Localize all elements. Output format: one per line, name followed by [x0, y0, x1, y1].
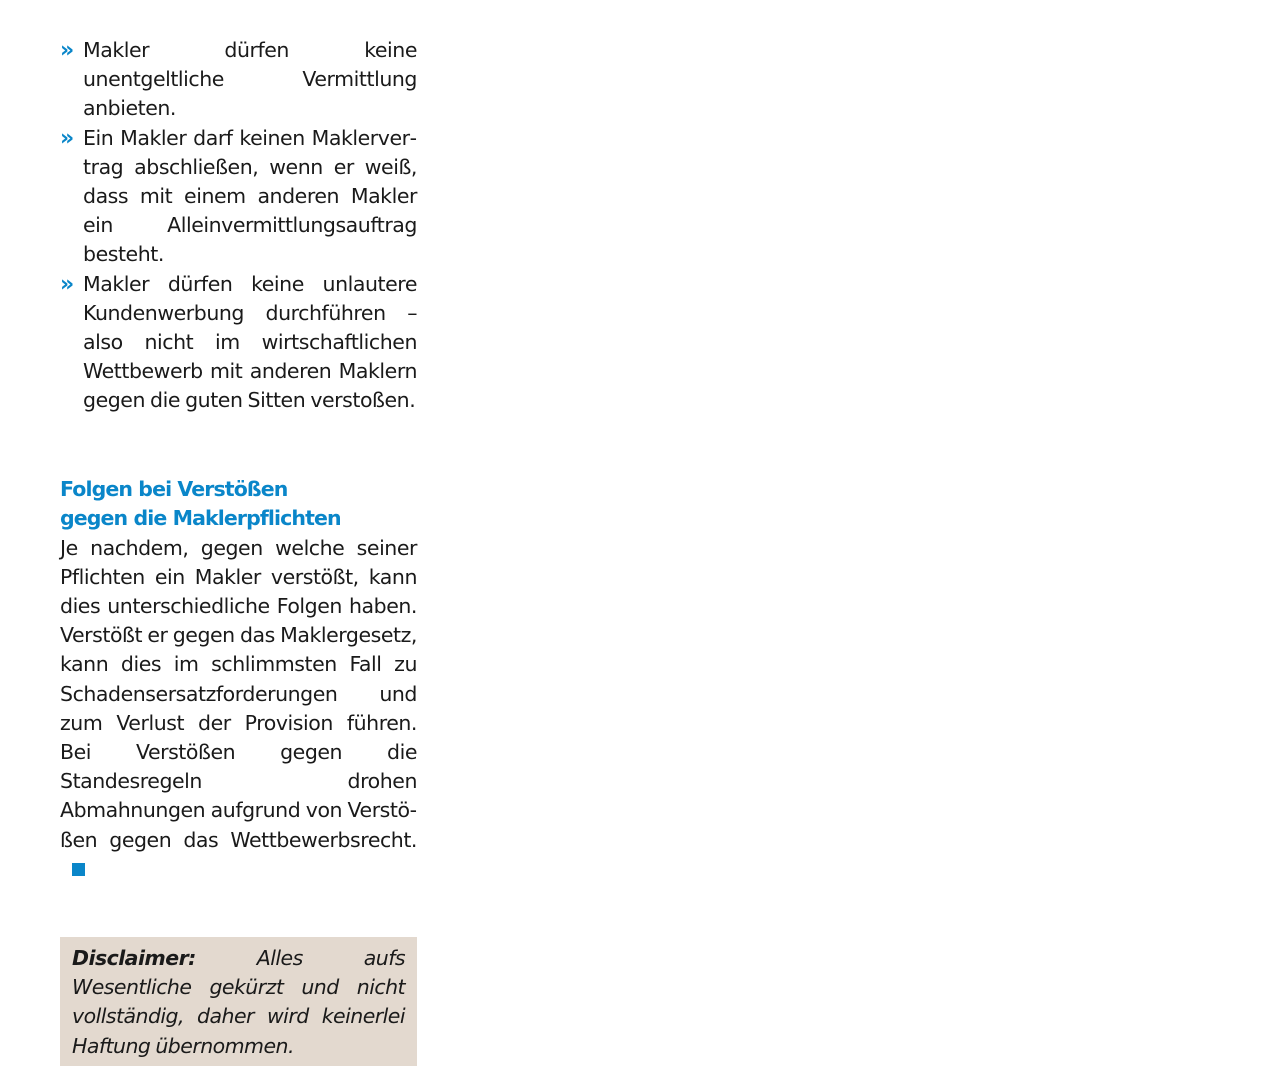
section-body	[60, 534, 417, 884]
chevron-right-icon: »	[60, 38, 75, 63]
disclaimer-box	[60, 937, 417, 1066]
list-item	[60, 36, 417, 124]
list-item	[60, 124, 417, 270]
end-mark-square-icon	[72, 863, 85, 876]
bullet-text: Ein Makler darf keinen Maklervertrag abschließen, wenn er weiß, dass mit einem anderen Makler ein Alleinvermittlungsauftrag besteht.	[83, 125, 417, 267]
disclaimer-label: Disclaimer:	[72, 946, 196, 971]
list-item	[60, 270, 417, 416]
section-body-text: Je nachdem, gegen welche seiner Pflichten ein Makler verstößt, kann dies unterschiedliche Folgen haben. Verstößt er gegen das Maklergesetz, kann dies im schlimmsten Fall zu Schadensersatzforderungen und zum Verlust der Provision führen. Bei Verstößen gegen die Standesregeln drohen Abmahnungen aufgrund von Verstößen gegen das Wettbewerbsrecht.	[60, 535, 417, 852]
section-title-line-1: Folgen bei Verstößen	[60, 476, 288, 501]
chevron-right-icon: »	[60, 271, 75, 297]
bullet-text: Makler dürfen keine unentgeltliche Vermittlung anbieten.	[83, 38, 417, 121]
bullet-text: Makler dürfen keine unlautere Kundenwerbung durchführen – also nicht im wirtschaftlichen Wettbewerb mit anderen Maklern gegen die guten Sitten verstoßen.	[83, 271, 417, 413]
text-column	[60, 36, 417, 1066]
section-title	[60, 475, 417, 534]
bullet-list	[60, 36, 417, 416]
disclaimer-text: Alles aufs Wesentliche gekürzt und nicht vollständig, daher wird keinerlei Haftung übernommen.	[72, 946, 405, 1058]
section-title-line-2: gegen die Maklerpflichten	[60, 506, 341, 531]
chevron-right-icon: »	[60, 125, 75, 151]
